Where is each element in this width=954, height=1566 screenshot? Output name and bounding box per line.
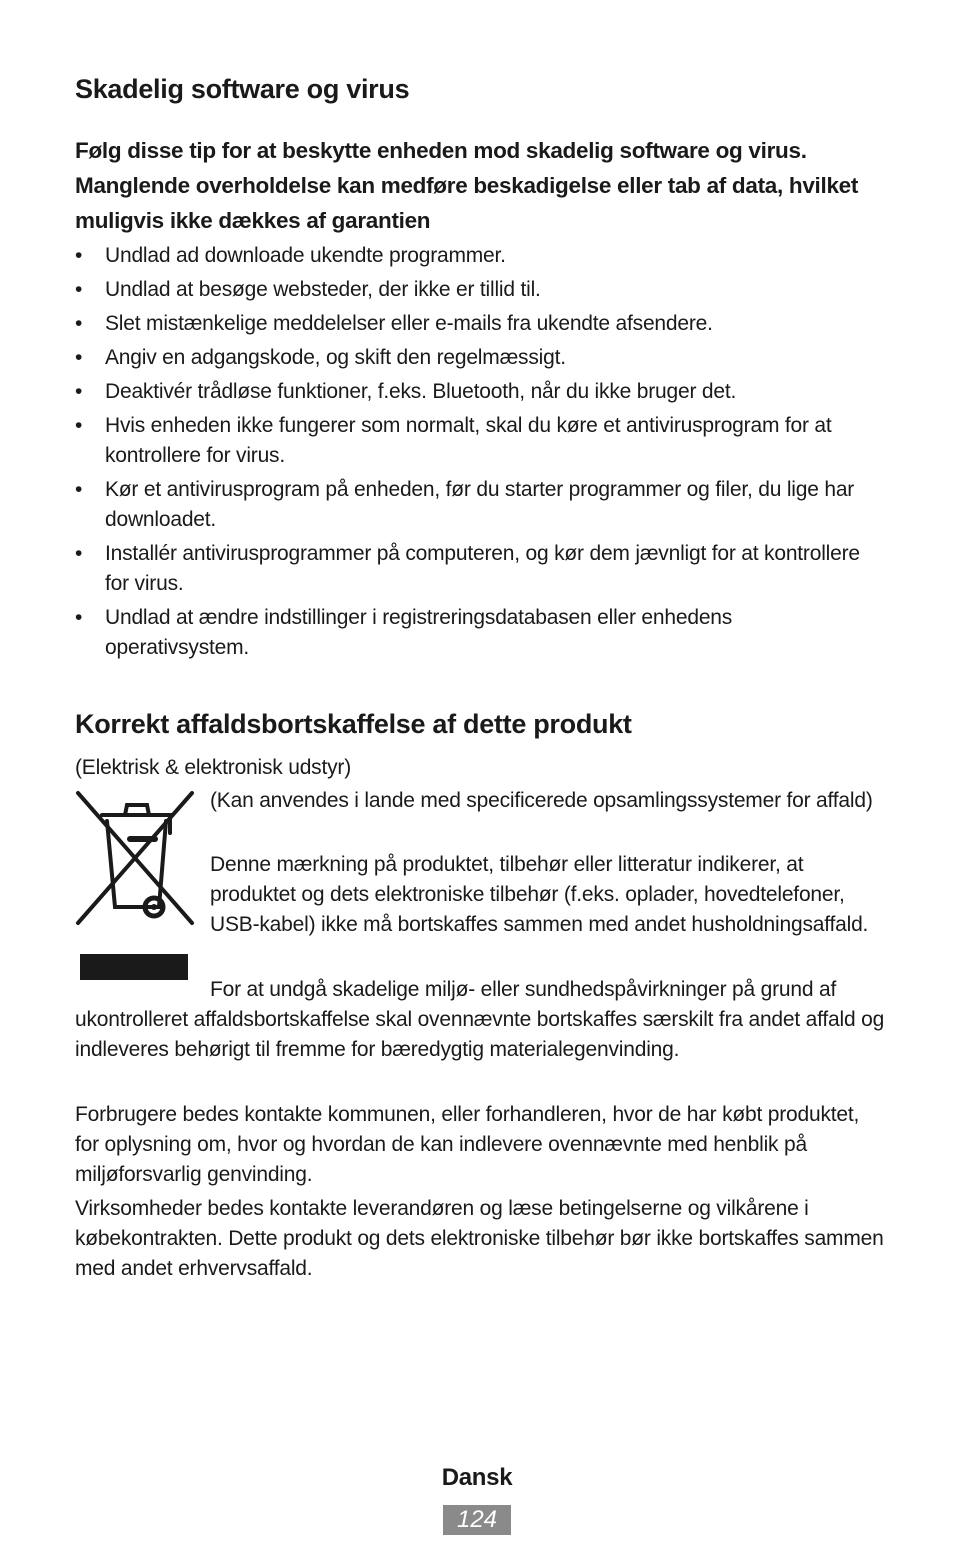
crossed-out-wheelie-bin-icon (75, 789, 195, 984)
list-item: • Installér antivirusprogrammer på computeren, og kør dem jævnligt for at kontrollere for virus. (75, 539, 875, 599)
footer-language-label: Dansk (441, 1464, 513, 1491)
list-item: • Undlad at besøge websteder, der ikke er tillid til. (75, 275, 875, 305)
list-item: • Kør et antivirusprogram på enheden, før du starter programmer og filer, du lige har downloadet. (75, 475, 875, 535)
list-item: • Hvis enheden ikke fungerer som normalt, skal du køre et antivirusprogram for at kontrollere for virus. (75, 411, 875, 471)
list-item: • Undlad at ændre indstillinger i registreringsdatabasen eller enhedens operativsystem. (75, 603, 875, 663)
section-lead-text: Følg disse tip for at beskytte enheden mod skadelig software og virus. Manglende overholdelse kan medføre beskadigelse eller tab af data, hvilket muligvis ikke dækkes af garantien (75, 138, 859, 233)
disposal-environment-text: For at undgå skadelige miljø- eller sundhedspåvirkninger på grund af ukontrolleret affaldsbortskaffelse skal ovennævnte bortskaffes særskilt fra andet affald og indleveres behørigt til fremme for bæredygtig materialegenvinding. (75, 978, 885, 1061)
consumer-contact-text: Forbrugere bedes kontakte kommunen, eller forhandleren, hvor de har købt produktet, for oplysning om, hvor og hvordan de kan indlevere ovennævnte med henblik på miljøforsvarlig genvinding. (75, 1103, 860, 1186)
disposal-applicability-note: (Kan anvendes i lande med specificerede opsamlingssystemer for affald) (210, 789, 873, 812)
business-contact-text: Virksomheder bedes kontakte leverandøren og læse betingelserne og vilkårene i købekontrakten. Dette produkt og dets elektroniske tilbehør bør ikke bortskaffes sammen med andet erhvervsaffald. (75, 1197, 884, 1280)
tips-list (75, 241, 875, 667)
list-item: • Undlad ad downloade ukendte programmer. (75, 241, 875, 271)
list-item: • Slet mistænkelige meddelelser eller e-mails fra ukendte afsendere. (75, 309, 875, 339)
list-item: • Angiv en adgangskode, og skift den regelmæssigt. (75, 343, 875, 373)
page-number: 124 (443, 1505, 511, 1535)
list-item: • Deaktivér trådløse funktioner, f.eks. Bluetooth, når du ikke bruger det. (75, 377, 875, 407)
section-subtitle: (Elektrisk & elektronisk udstyr) (75, 756, 352, 779)
disposal-marking-text: Denne mærkning på produktet, tilbehør eller litteratur indikerer, at produktet og dets elektroniske tilbehør (f.eks. oplader, hovedtelefoner, USB-kabel) ikke må bortskaffes sammen med andet husholdningsaffald. (210, 853, 869, 936)
section-heading-malware: Skadelig software og virus (75, 74, 410, 104)
section-heading-disposal: Korrekt affaldsbortskaffelse af dette produkt (75, 709, 632, 739)
